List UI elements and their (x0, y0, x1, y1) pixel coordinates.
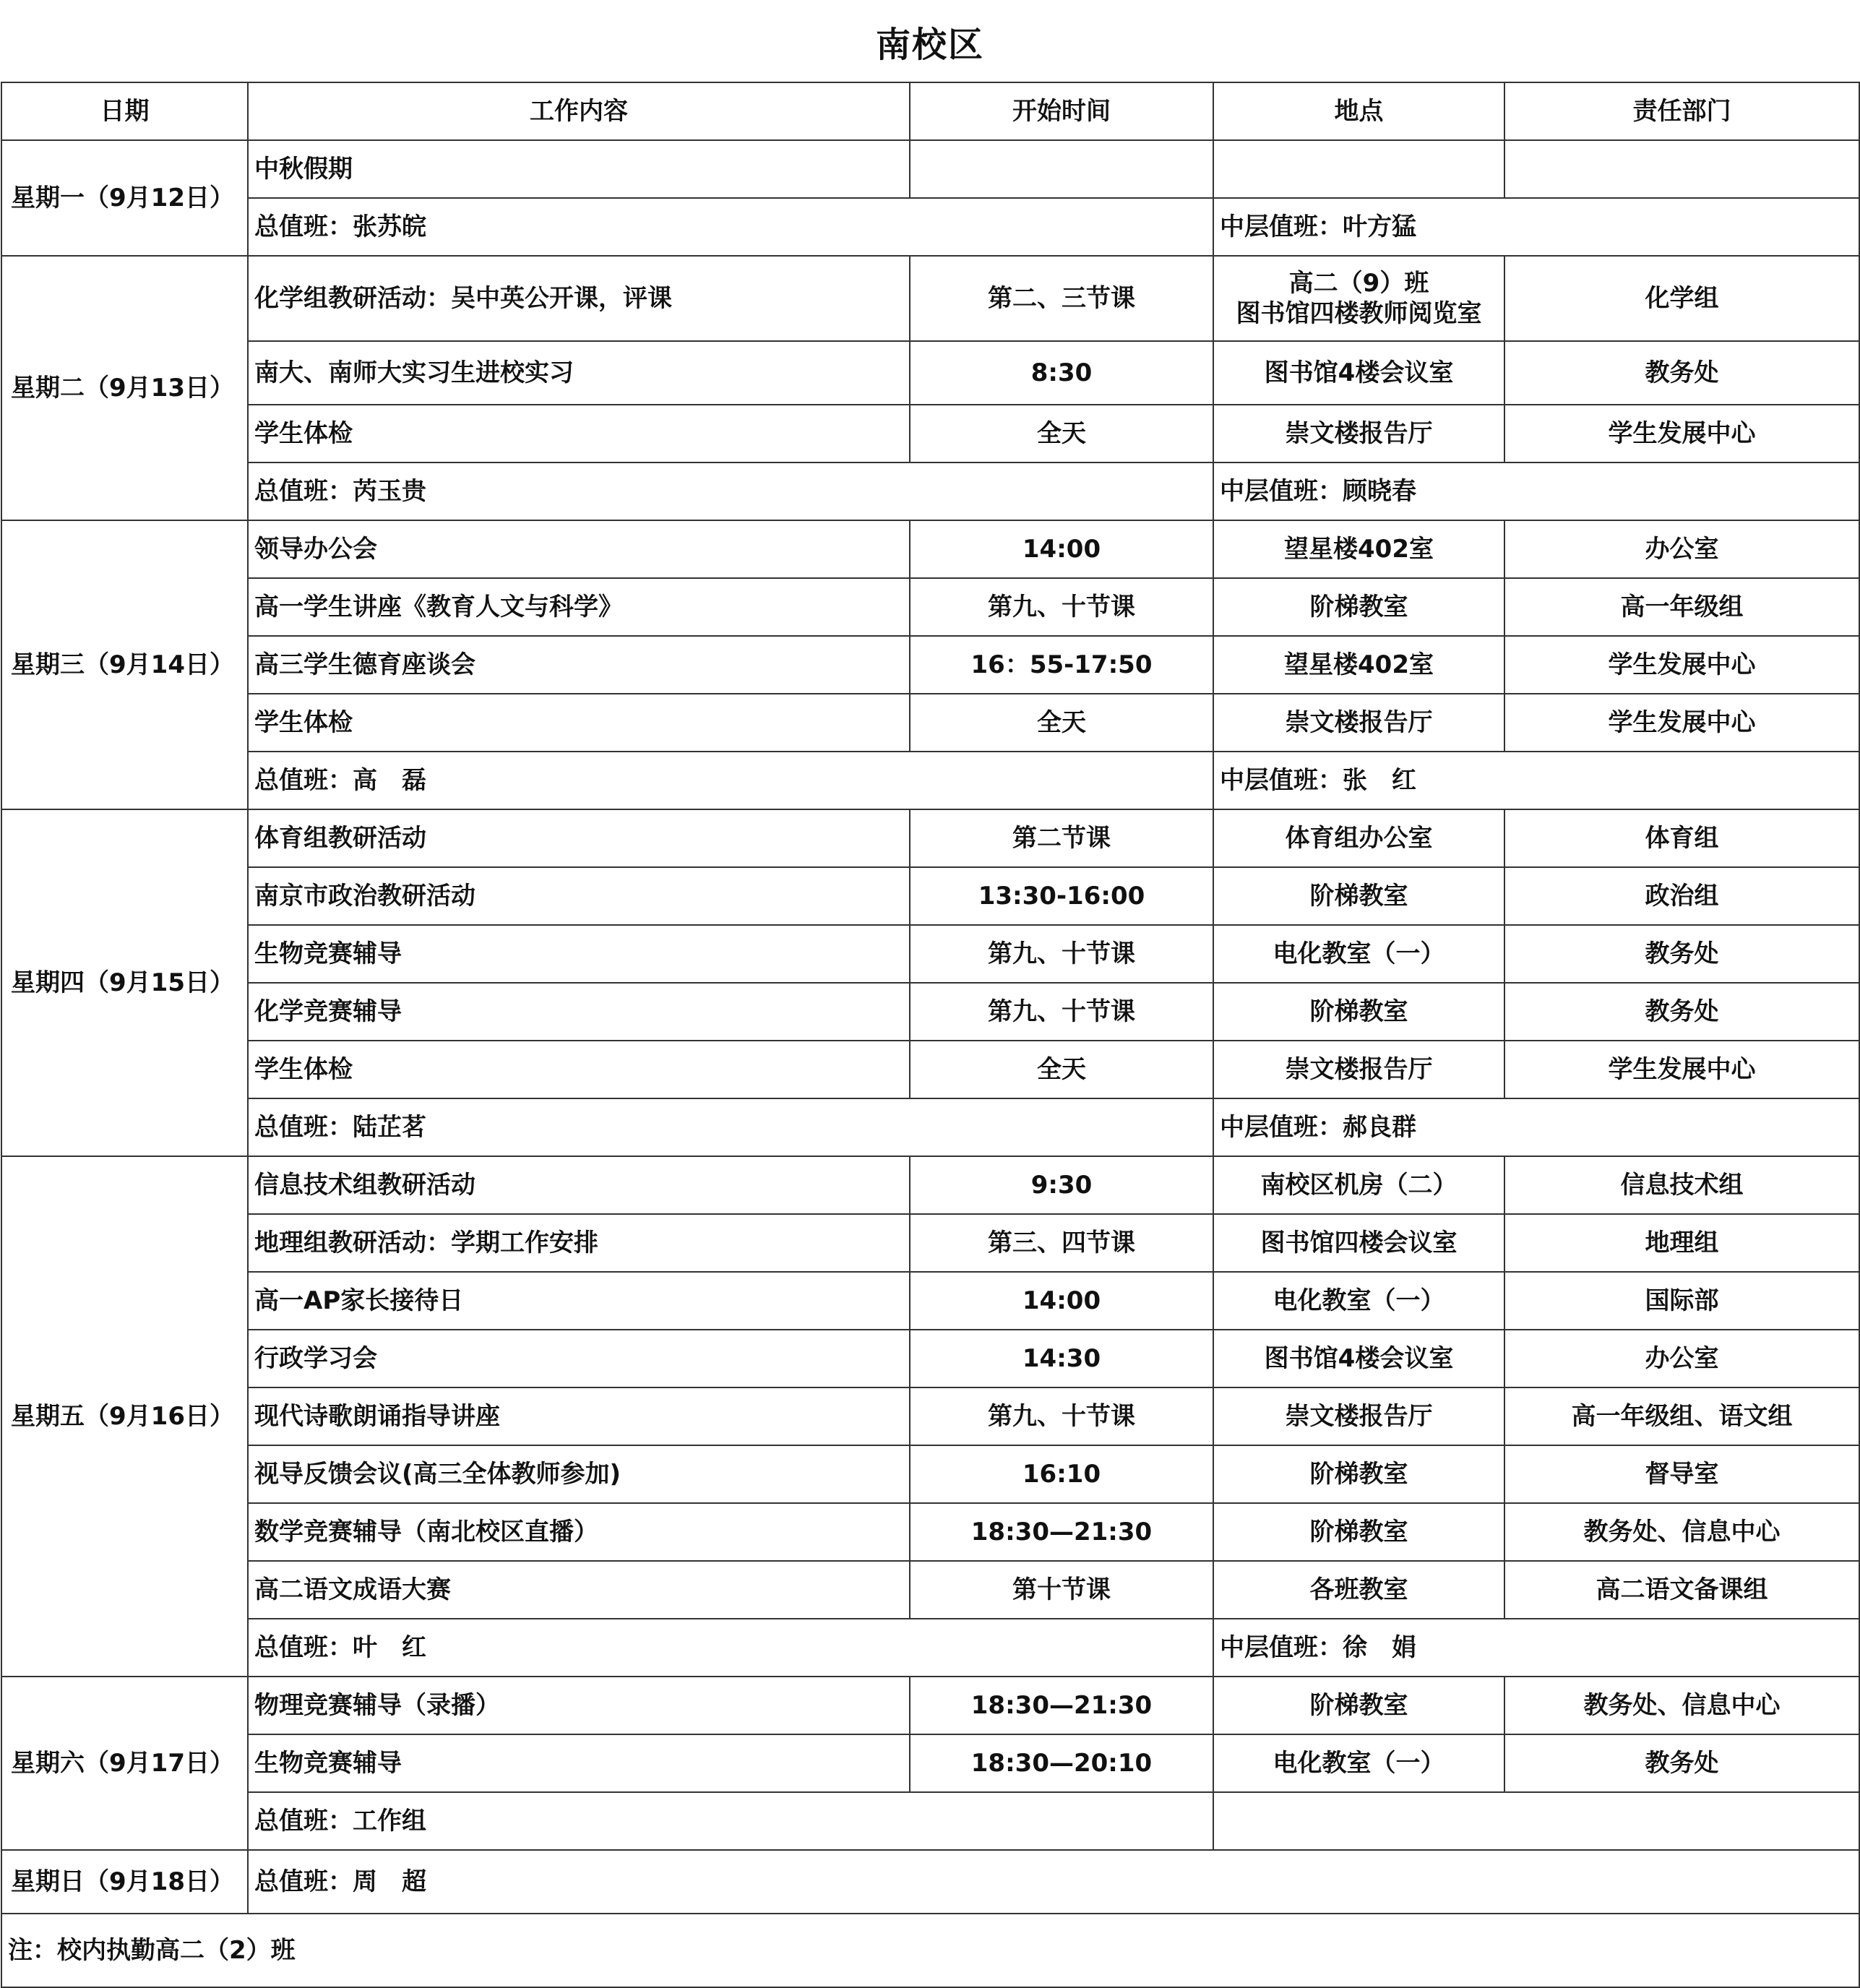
event-content: 体育组教研活动 (248, 809, 910, 867)
event-time: 全天 (910, 405, 1213, 462)
event-time: 全天 (910, 1041, 1213, 1098)
event-time: 16：55-17:50 (910, 636, 1213, 694)
duty-row (1, 1850, 1859, 1914)
duty-mid: 中层值班：郝良群 (1213, 1098, 1859, 1156)
day-cell: 星期六（9月17日） (1, 1677, 248, 1850)
duty-chief: 总值班：张苏皖 (248, 198, 1213, 256)
table-row (1, 694, 1859, 752)
table-row (1, 1214, 1859, 1272)
event-dept: 政治组 (1504, 867, 1859, 925)
day-cell: 星期二（9月13日） (1, 256, 248, 520)
event-place: 崇文楼报告厅 (1213, 1387, 1504, 1445)
header-place: 地点 (1213, 82, 1504, 140)
event-place: 电化教室（一） (1213, 1272, 1504, 1330)
event-dept: 地理组 (1504, 1214, 1859, 1272)
event-place: 崇文楼报告厅 (1213, 405, 1504, 462)
table-row (1, 405, 1859, 462)
event-dept: 学生发展中心 (1504, 1041, 1859, 1098)
event-dept: 体育组 (1504, 809, 1859, 867)
table-row (1, 1156, 1859, 1214)
duty-mid: 中层值班：叶方猛 (1213, 198, 1859, 256)
duty-row (1, 198, 1859, 256)
event-place: 图书馆四楼会议室 (1213, 1214, 1504, 1272)
table-row (1, 140, 1859, 198)
event-content: 南京市政治教研活动 (248, 867, 910, 925)
event-place-line1: 高二（9）班 (1288, 268, 1429, 298)
event-content: 中秋假期 (248, 140, 910, 198)
event-content: 行政学习会 (248, 1330, 910, 1387)
duty-chief: 总值班：叶 红 (248, 1619, 1213, 1677)
event-time: 14:30 (910, 1330, 1213, 1387)
note-row (1, 1914, 1859, 1987)
event-time: 14:00 (910, 520, 1213, 578)
event-place: 阶梯教室 (1213, 1445, 1504, 1503)
day-cell: 星期三（9月14日） (1, 520, 248, 809)
table-row (1, 578, 1859, 636)
event-dept: 国际部 (1504, 1272, 1859, 1330)
event-dept: 办公室 (1504, 1330, 1859, 1387)
event-place: 望星楼402室 (1213, 636, 1504, 694)
header-row (1, 82, 1859, 140)
event-place: 阶梯教室 (1213, 1503, 1504, 1561)
event-content: 信息技术组教研活动 (248, 1156, 910, 1214)
duty-mid: 中层值班：张 红 (1213, 752, 1859, 809)
event-place: 各班教室 (1213, 1561, 1504, 1619)
event-content: 高二语文成语大赛 (248, 1561, 910, 1619)
event-place: 体育组办公室 (1213, 809, 1504, 867)
event-place: 阶梯教室 (1213, 983, 1504, 1041)
event-dept: 教务处 (1504, 983, 1859, 1041)
event-time: 第十节课 (910, 1561, 1213, 1619)
event-time: 14:00 (910, 1272, 1213, 1330)
event-time: 第九、十节课 (910, 578, 1213, 636)
event-content: 生物竞赛辅导 (248, 925, 910, 983)
event-dept: 信息技术组 (1504, 1156, 1859, 1214)
duty-row (1, 462, 1859, 520)
event-dept: 督导室 (1504, 1445, 1859, 1503)
table-row (1, 1330, 1859, 1387)
event-dept (1504, 140, 1859, 198)
duty-row (1, 752, 1859, 809)
event-dept: 高一年级组 (1504, 578, 1859, 636)
event-content: 高三学生德育座谈会 (248, 636, 910, 694)
table-row (1, 520, 1859, 578)
table-row (1, 1503, 1859, 1561)
event-content: 地理组教研活动：学期工作安排 (248, 1214, 910, 1272)
duty-chief: 总值班：陆芷茗 (248, 1098, 1213, 1156)
event-place: 崇文楼报告厅 (1213, 694, 1504, 752)
table-row (1, 925, 1859, 983)
event-content: 视导反馈会议(高三全体教师参加) (248, 1445, 910, 1503)
event-content: 现代诗歌朗诵指导讲座 (248, 1387, 910, 1445)
event-time: 第二节课 (910, 809, 1213, 867)
event-place: 阶梯教室 (1213, 578, 1504, 636)
event-content: 生物竞赛辅导 (248, 1734, 910, 1792)
duty-chief: 总值班：芮玉贵 (248, 462, 1213, 520)
event-time: 8:30 (910, 341, 1213, 405)
table-row (1, 983, 1859, 1041)
event-dept: 教务处、信息中心 (1504, 1503, 1859, 1561)
event-dept: 教务处 (1504, 341, 1859, 405)
event-dept: 高二语文备课组 (1504, 1561, 1859, 1619)
event-time: 18:30—21:30 (910, 1503, 1213, 1561)
table-row (1, 867, 1859, 925)
event-place (1213, 140, 1504, 198)
event-time: 全天 (910, 694, 1213, 752)
event-time: 16:10 (910, 1445, 1213, 1503)
duty-mid: 中层值班：顾晓春 (1213, 462, 1859, 520)
event-place: 电化教室（一） (1213, 1734, 1504, 1792)
event-content: 高一AP家长接待日 (248, 1272, 910, 1330)
event-time: 第三、四节课 (910, 1214, 1213, 1272)
duty-chief: 总值班：工作组 (248, 1792, 1213, 1850)
event-content: 高一学生讲座《教育人文与科学》 (248, 578, 910, 636)
event-dept: 学生发展中心 (1504, 405, 1859, 462)
event-time (910, 140, 1213, 198)
event-dept: 学生发展中心 (1504, 636, 1859, 694)
event-place: 电化教室（一） (1213, 925, 1504, 983)
event-dept: 教务处 (1504, 1734, 1859, 1792)
header-date: 日期 (1, 82, 248, 140)
page-title: 南校区 (875, 24, 984, 65)
duty-row (1, 1792, 1859, 1850)
event-time: 第二、三节课 (910, 256, 1213, 341)
event-dept: 学生发展中心 (1504, 694, 1859, 752)
event-place: 阶梯教室 (1213, 1677, 1504, 1734)
table-row (1, 1445, 1859, 1503)
table-row (1, 1561, 1859, 1619)
duty-mid: 中层值班：徐 娟 (1213, 1619, 1859, 1677)
table-row (1, 636, 1859, 694)
event-content: 数学竞赛辅导（南北校区直播） (248, 1503, 910, 1561)
event-content: 学生体检 (248, 694, 910, 752)
event-time: 18:30—20:10 (910, 1734, 1213, 1792)
event-place-line2: 图书馆四楼教师阅览室 (1236, 299, 1482, 328)
table-row (1, 256, 1859, 341)
event-content: 领导办公会 (248, 520, 910, 578)
table-row (1, 341, 1859, 405)
note-text: 注：校内执勤高二（2）班 (1, 1914, 1859, 1987)
table-row (1, 1272, 1859, 1330)
event-place: 崇文楼报告厅 (1213, 1041, 1504, 1098)
event-content: 化学组教研活动：吴中英公开课，评课 (248, 256, 910, 341)
header-dept: 责任部门 (1504, 82, 1859, 140)
event-place: 南校区机房（二） (1213, 1156, 1504, 1214)
event-content: 化学竞赛辅导 (248, 983, 910, 1041)
day-cell: 星期日（9月18日） (1, 1850, 248, 1914)
event-time: 13:30-16:00 (910, 867, 1213, 925)
header-time: 开始时间 (910, 82, 1213, 140)
event-dept: 办公室 (1504, 520, 1859, 578)
day-cell: 星期四（9月15日） (1, 809, 248, 1156)
event-place: 图书馆4楼会议室 (1213, 341, 1504, 405)
event-time: 第九、十节课 (910, 1387, 1213, 1445)
table-row (1, 809, 1859, 867)
duty-chief: 总值班：高 磊 (248, 752, 1213, 809)
event-place (1213, 256, 1504, 341)
event-content: 学生体检 (248, 1041, 910, 1098)
event-place: 图书馆4楼会议室 (1213, 1330, 1504, 1387)
table-row (1, 1041, 1859, 1098)
day-cell: 星期五（9月16日） (1, 1156, 248, 1677)
event-content: 南大、南师大实习生进校实习 (248, 341, 910, 405)
schedule-table (1, 82, 1860, 1988)
event-content: 学生体检 (248, 405, 910, 462)
event-dept: 高一年级组、语文组 (1504, 1387, 1859, 1445)
table-row (1, 1677, 1859, 1734)
event-time: 第九、十节课 (910, 925, 1213, 983)
header-content: 工作内容 (248, 82, 910, 140)
day-cell: 星期一（9月12日） (1, 140, 248, 256)
event-dept: 教务处 (1504, 925, 1859, 983)
table-row (1, 1734, 1859, 1792)
event-dept: 教务处、信息中心 (1504, 1677, 1859, 1734)
event-place: 望星楼402室 (1213, 520, 1504, 578)
event-time: 9:30 (910, 1156, 1213, 1214)
duty-row (1, 1619, 1859, 1677)
duty-mid (1213, 1792, 1859, 1850)
duty-chief: 总值班：周 超 (248, 1850, 1859, 1914)
duty-row (1, 1098, 1859, 1156)
event-dept: 化学组 (1504, 256, 1859, 341)
event-content: 物理竞赛辅导（录播） (248, 1677, 910, 1734)
event-place: 阶梯教室 (1213, 867, 1504, 925)
event-time: 第九、十节课 (910, 983, 1213, 1041)
table-row (1, 1387, 1859, 1445)
event-time: 18:30—21:30 (910, 1677, 1213, 1734)
